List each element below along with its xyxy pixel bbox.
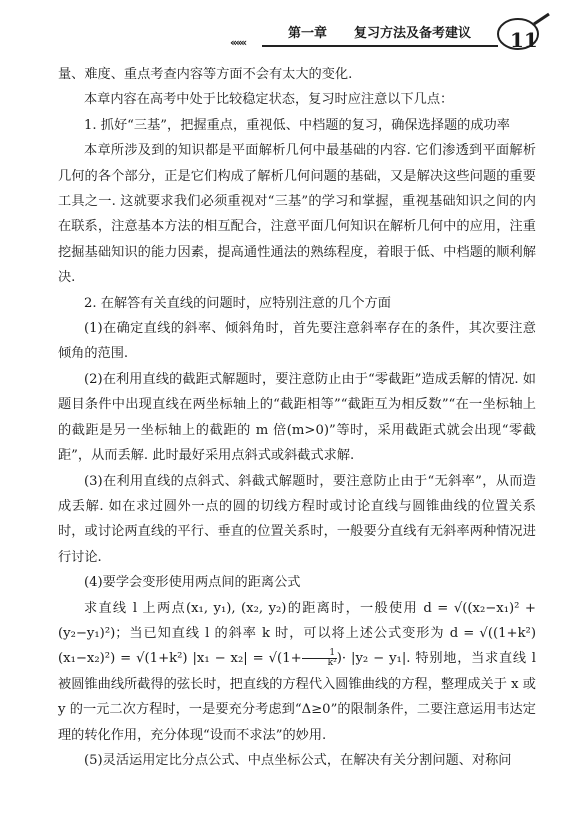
- formula-line-3-end: · |y₂ − y₁|. 特别地，: [341, 651, 472, 667]
- distance-formula-paragraph: [58, 596, 536, 748]
- section-heading: 2. 在解答有关直线的问题时，应特别注意的几个方面: [84, 295, 391, 311]
- chapter-label: 第一章: [288, 26, 328, 41]
- formula-line-2: ；当已知直线 l 的斜率 k 时，可以将上述公式变形为: [115, 625, 445, 641]
- page-body: [58, 62, 536, 773]
- paragraph: 本章所涉及到的知识都是平面解析几何中最基础的内容. 它们渗透到平面解析几何的各个部分，正是它们构成了解析几何问题的基础，又是解决这些问题的重要工具之一. 这就要求我们必须重视对“三基”的学习和掌握，重视基础知识之间的内在联系，注意基本方法的相互配合，注意平面几何知识在解析几何中的应用，注重挖掘基础知识的能力因素，提高通性通法的熟练程度，着眼于低、中档题的顺利解决.: [58, 143, 536, 286]
- formula-slope-form: d = √((1+k²)(x₁−x₂)²) = √(1+k²) |x₁ − x₂| =: [58, 625, 536, 667]
- paragraph: 量、难度、重点考查内容等方面不会有太大的变化.: [58, 67, 353, 82]
- paragraph: (1)在确定直线的斜率、倾斜角时，首先要注意斜率存在的条件，其次要注意倾角的范围.: [58, 321, 536, 362]
- header-rule: [262, 45, 498, 47]
- magnifier-icon: [494, 12, 554, 52]
- paragraph: (4)要学会变形使用两点间的距离公式: [84, 575, 301, 591]
- header-chevrons: ‹‹‹‹‹‹: [230, 36, 246, 49]
- formula-continuation: 当求直线 l 被圆锥曲线所截得的弦长时，把直线的方程代入圆锥曲线的方程，整理成关于 x 或 y 的一元二次方程时，一是要充分考虑到“Δ≥0”的限制条件，二要注意运用韦达定理的转化作用，充分体现“设而不求法”的妙用.: [58, 651, 536, 743]
- formula-root-open: √(1+: [268, 651, 302, 667]
- paragraph: (5)灵活运用定比分点公式、中点坐标公式，在解决有关分割问题、对称问: [84, 752, 512, 768]
- formula-two-point: √((x₂−x₁)² + (y₂−y₁)²): [58, 600, 536, 641]
- paragraph: 本章内容在高考中处于比较稳定状态，复习时应注意以下几点：: [84, 92, 454, 108]
- paragraph: (3)在利用直线的点斜式、斜截式解题时，要注意防止由于“无斜率”，从而造成丢解. 如在求过圆外一点的圆的切线方程时或讨论直线与圆锥曲线的位置关系时，或讨论两直线的平行、垂直的位置关系时，一般要分直线有无斜率两种情况进行讨论.: [58, 473, 536, 565]
- formula-line-1: 求直线 l 上两点(x₁, y₁), (x₂, y₂)的距离时，一般使用 d =: [84, 600, 449, 616]
- page-number: 11: [510, 28, 538, 52]
- paragraph: (2)在利用直线的截距式解题时，要注意防止由于“零截距”造成丢解的情况. 如题目条件中出现直线在两坐标轴上的“截距相等”“截距互为相反数”“在一坐标轴上的截距是另一坐标轴上的截距的 m 倍(m>0)”等时，采用截距式就会出现“零截距”，从而丢解. 此时最好采用点斜式或斜截式求解.: [58, 371, 536, 464]
- fraction-denominator: k²: [327, 658, 337, 669]
- fraction: [302, 649, 337, 668]
- fraction-numerator: 1: [302, 649, 337, 659]
- section-heading: 1. 抓好“三基”，把握重点，重视低、中档题的复习，确保选择题的成功率: [84, 117, 510, 133]
- formula-root-close: ): [336, 651, 342, 667]
- chapter-title: 复习方法及备考建议: [354, 26, 472, 41]
- page-header: [0, 0, 580, 58]
